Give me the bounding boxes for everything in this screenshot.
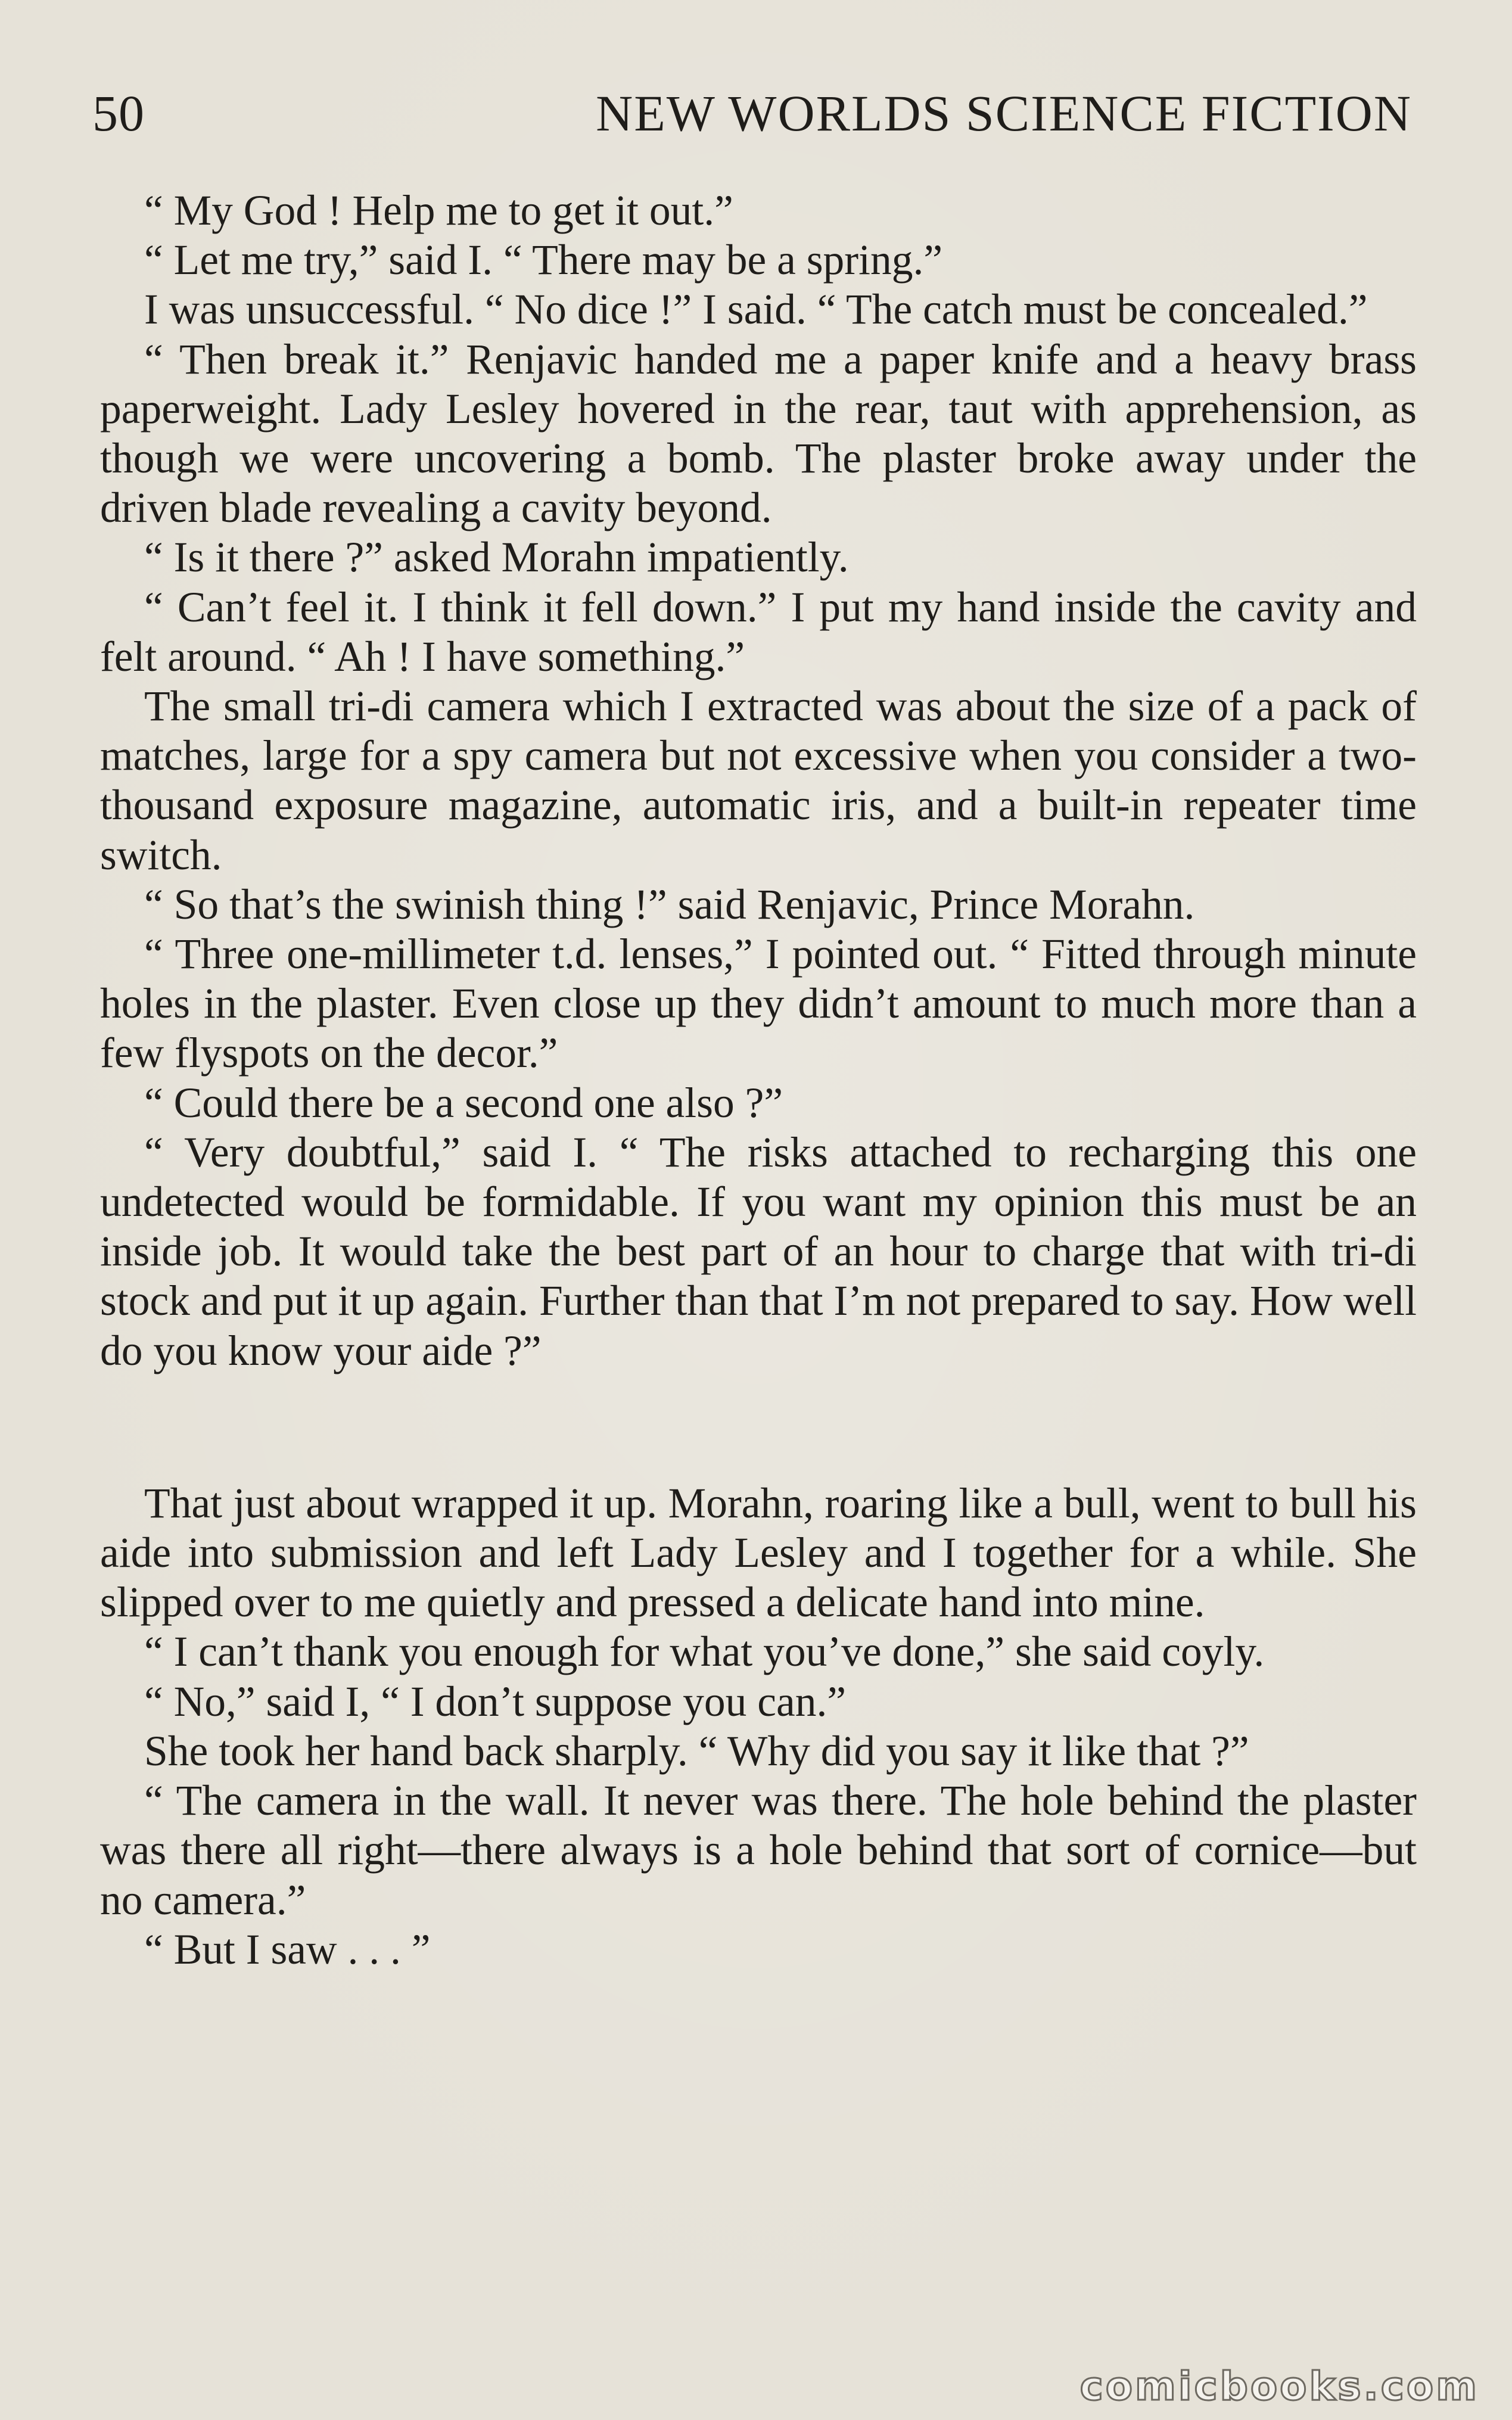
paragraph: “ No,” said I, “ I don’t suppose you can.” — [144, 1678, 847, 1725]
paragraph: That just about wrapped it up. Morahn, roaring like a bull, went to bull his aide into submission and left Lady Lesley and I together for a while. She slipped over to me quietly and pressed a delicate hand into mine. — [100, 1479, 1417, 1626]
paragraph: She took her hand back sharply. “ Why did you say it like that ?” — [144, 1727, 1249, 1775]
paragraph: “ Very doubtful,” said I. “ The risks attached to recharging this one undetected would be formidable. If you want my opinion this must be an inside job. It would take the best part of an hour to charge that with tri-di stock and put it up again. Further than that I’m not prepared to say. How well do you know your aide ?” — [100, 1128, 1417, 1374]
site-watermark: comicbooks.com — [1079, 2363, 1479, 2409]
paragraph: “ So that’s the swinish thing !” said Renjavic, Prince Morahn. — [144, 881, 1195, 928]
section-break — [100, 1376, 1417, 1479]
paragraph: I was unsuccessful. “ No dice !” I said. “ The catch must be concealed.” — [144, 286, 1368, 334]
paragraph: “ Let me try,” said I. “ There may be a spring.” — [144, 237, 943, 284]
paragraph: “ Then break it.” Renjavic handed me a paper knife and a heavy brass paperweight. Lady Lesley hovered in the rear, taut with apprehension, as though we were uncovering a bomb. The plaster broke away under the driven blade revealing a cavity beyond. — [100, 335, 1417, 532]
paragraph: “ Is it there ?” asked Morahn impatiently. — [144, 534, 849, 581]
story-text — [100, 186, 1417, 1974]
paragraph: The small tri-di camera which I extracted was about the size of a pack of matches, large for a spy camera but not excessive when you consider a two-thousand exposure magazine, automatic iris, and a built-in repeater time switch. — [100, 683, 1417, 879]
paragraph: “ I can’t thank you enough for what you’ve done,” she said coyly. — [144, 1628, 1265, 1676]
paragraph: “ My God ! Help me to get it out.” — [144, 187, 733, 234]
paragraph: “ Could there be a second one also ?” — [144, 1079, 783, 1127]
paragraph: “ The camera in the wall. It never was there. The hole behind the plaster was there all right—there always is a hole behind that sort of cornice—but no camera.” — [100, 1777, 1417, 1924]
paragraph: “ Three one-millimeter t.d. lenses,” I pointed out. “ Fitted through minute holes in the plaster. Even close up they didn’t amount to much more than a few flyspots on the decor.” — [100, 931, 1417, 1077]
paragraph: “ Can’t feel it. I think it fell down.” I put my hand inside the cavity and felt around. “ Ah ! I have something.” — [100, 583, 1417, 680]
running-title: NEW WORLDS SCIENCE FICTION — [596, 85, 1412, 142]
paragraph: “ But I saw . . . ” — [144, 1926, 431, 1973]
page-header — [92, 83, 1412, 143]
page-number: 50 — [92, 85, 145, 142]
